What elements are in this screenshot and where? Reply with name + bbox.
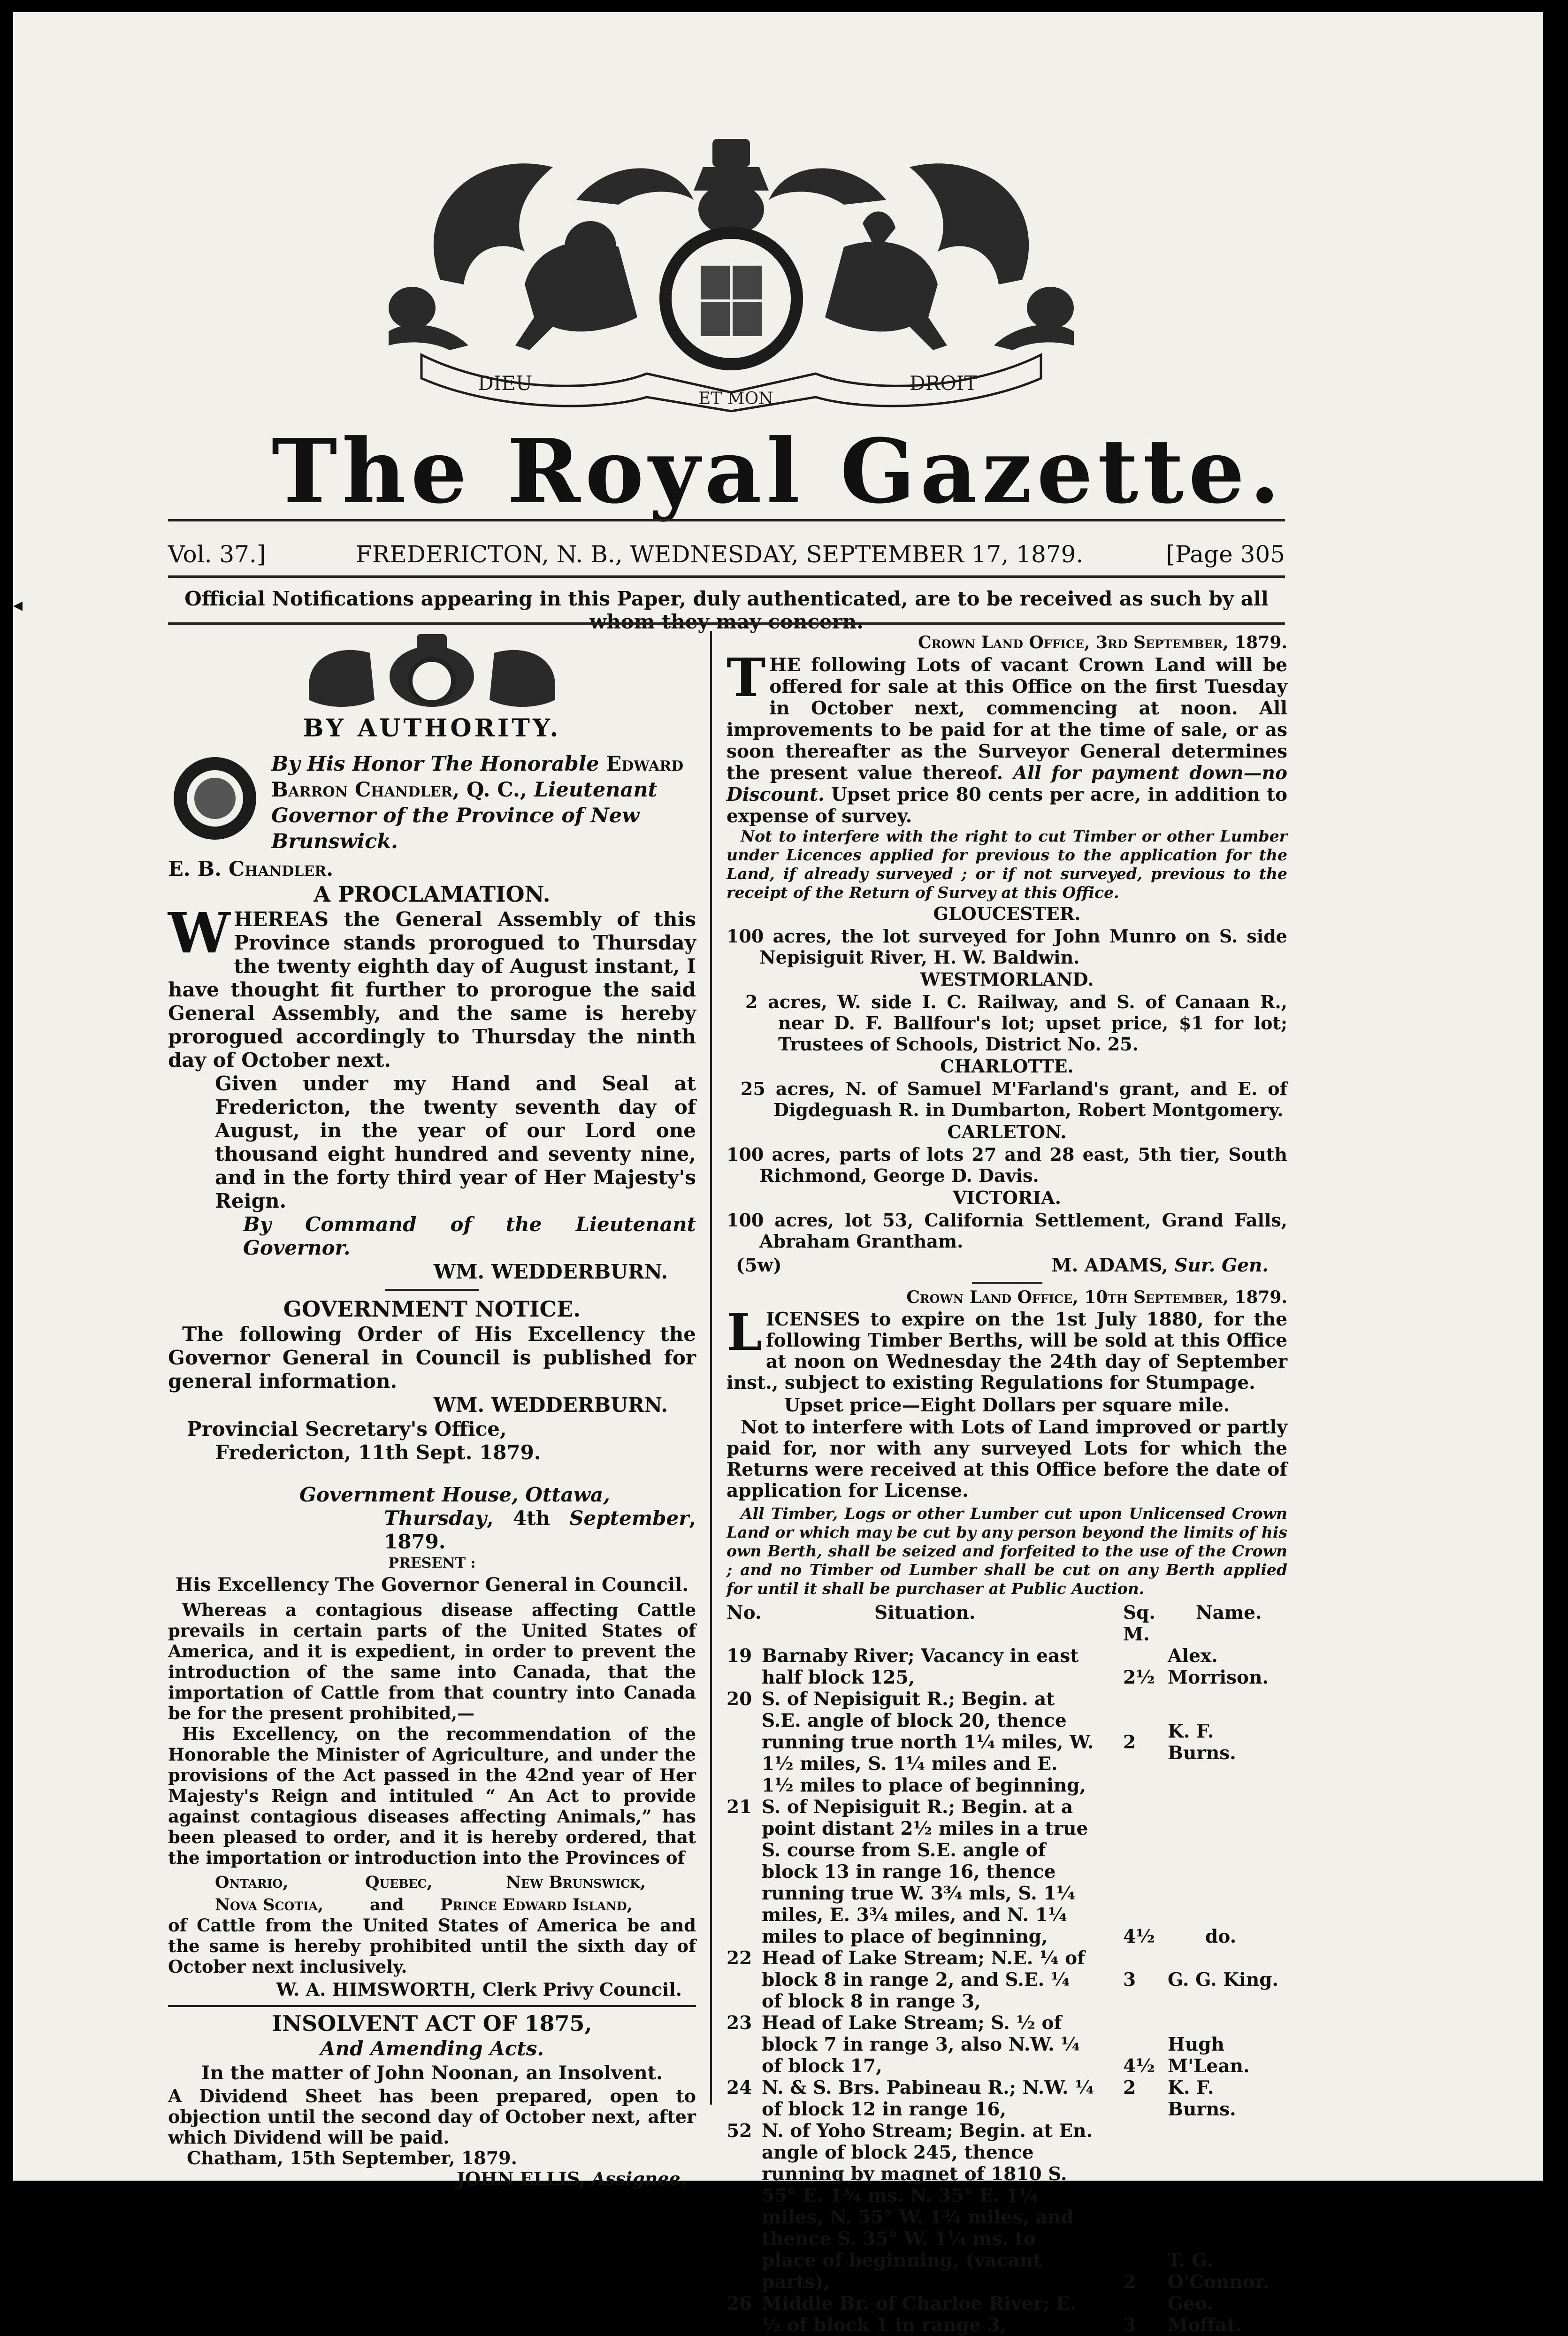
table-row	[727, 1688, 1287, 1796]
order-prohibition: of Cattle from the United States of America be and the same is hereby prohibited until the sixth day of October next inclusively.	[168, 1915, 696, 1977]
table-row	[727, 2077, 1287, 2120]
government-house-location: Government House, Ottawa,	[299, 1483, 610, 1506]
table-row	[727, 2120, 1287, 2293]
insolvent-date: Chatham, 15th September, 1879.	[187, 2147, 517, 2168]
berth-name: do.	[1205, 1926, 1237, 1947]
berth-name: Alex. Morrison.	[1168, 1645, 1269, 1688]
present-council: His Excellency The Governor General in Council.	[175, 1574, 689, 1596]
crown-land-date-2: Crown Land Office, 10th September, 1879.	[906, 1287, 1287, 1307]
by-authority-heading: BY AUTHORITY.	[303, 714, 561, 743]
masthead-rule-bottom	[168, 622, 1285, 625]
table-header-row	[727, 1602, 1287, 1645]
government-notice-body: The following Order of His Excellency the Governor General in Council is published for general information.	[168, 1323, 696, 1393]
dateline	[168, 536, 1285, 573]
proclamation-signed: WM. WEDDERBURN.	[433, 1260, 668, 1283]
berth-number: 19	[727, 1645, 752, 1667]
county-name: CHARLOTTE.	[940, 1056, 1074, 1077]
government-notice-heading: GOVERNMENT NOTICE.	[283, 1296, 581, 1322]
great-seal-icon	[168, 751, 262, 845]
county-lot: 100 acres, parts of lots 27 and 28 east, 5th tier, South Richmond, George D. Davis.	[727, 1144, 1287, 1186]
column-header: No.	[727, 1602, 762, 1624]
berth-name: Geo. Moffat.	[1168, 2293, 1242, 2336]
government-notice-signed: WM. WEDDERBURN.	[433, 1394, 668, 1417]
column-header: Situation.	[874, 1602, 976, 1624]
table-row	[727, 1645, 1287, 1688]
government-notice-date: Fredericton, 11th Sept. 1879.	[215, 1441, 541, 1464]
order-signed: W. A. HIMSWORTH, Clerk Privy Council.	[276, 1979, 682, 2000]
crest-motto-3: DROIT	[910, 372, 978, 395]
section-divider	[385, 1289, 479, 1291]
county-list	[727, 902, 1287, 1252]
lieutenant-governor-block	[168, 751, 696, 855]
county-name: VICTORIA.	[953, 1187, 1061, 1208]
berth-situation: N. & S. Brs. Pabineau R.; N.W. ¼ of block 12 in range 16,	[762, 2077, 1094, 2120]
berth-situation: Head of Lake Stream; S. ½ of block 7 in range 3, also N.W. ¼ of block 17,	[762, 2012, 1080, 2077]
crest-garter: HONI SOIT QUI MAL Y PENSE	[675, 304, 682, 305]
section-divider	[972, 1282, 1042, 1284]
county-lot: 25 acres, N. of Samuel M'Farland's grant, and E. of Digdeguash R. in Dumbarton, Robert Montgomery.	[741, 1078, 1287, 1120]
berth-number: 52	[727, 2120, 752, 2142]
margin-mark-icon: ◂	[13, 594, 23, 616]
insolvent-act-heading: INSOLVENT ACT OF 1875,	[272, 2011, 592, 2036]
page-number: [Page 305	[1166, 541, 1285, 568]
proclamation-signature: E. B. Chandler.	[168, 858, 334, 881]
county-name: CARLETON.	[947, 1121, 1067, 1142]
berth-sq-miles: 4½	[1123, 2055, 1155, 2077]
newspaper-title: The Royal Gazette.	[271, 420, 1285, 523]
volume-number: Vol. 37.]	[168, 541, 266, 568]
crest-motto-2: ET MON	[698, 389, 773, 408]
gazette-page	[13, 12, 1543, 2336]
insolvent-matter: In the matter of John Noonan, an Insolvent.	[201, 2062, 663, 2084]
berth-sq-miles: 2½	[1123, 1667, 1155, 1688]
government-notice-office: Provincial Secretary's Office,	[187, 1417, 507, 1440]
insolvent-act-subheading: And Amending Acts.	[320, 2037, 544, 2060]
berth-name: T. G. O'Connor.	[1168, 2250, 1270, 2293]
government-house-date: Thursday, 4th September, 1879.	[384, 1507, 696, 1553]
crest-motto-1: DIEU	[478, 372, 533, 395]
table-row	[727, 1947, 1287, 2012]
berth-number: 24	[727, 2077, 752, 2099]
table-row	[727, 2012, 1287, 2077]
small-coat-of-arms-icon	[168, 629, 696, 714]
issue-date: FREDERICTON, N. B., WEDNESDAY, SEPTEMBER 17, 1879.	[356, 541, 1084, 568]
provinces-list: Ontario, Quebec, New Brunswick, Nova Scotia, and Prince Edward Island,	[215, 1873, 646, 1915]
berth-number: 23	[727, 2012, 752, 2034]
berth-situation: N. of Yoho Stream; Begin. at En. angle of block 245, thence running by magnet of 1810 S. 55° E. 1¾ ms. N. 35° E. 1¼ miles, N. 55° W. 1¾ miles, and thence S. 35° W. 1¼ ms. to place of beginning, (vacant parts),	[762, 2120, 1093, 2293]
crown-land-body-2: LICENSES to expire on the 1st July 1880, for the following Timber Berths, will be sold at this Office at noon on Wednesday the 24th day of September inst., subject to existing Regulations for Stumpage.	[727, 1303, 1287, 1394]
berth-sq-miles: 2	[1123, 1731, 1136, 1753]
order-recommendation: His Excellency, on the recommendation of the Honorable the Minister of Agriculture, and under the provisions of the Act passed in the 42nd year of Her Majesty's Reign and intituled “ An Act to provide against contagious diseases affecting Animals,” has been pleased to order, and it is hereby ordered, that the importation or introduction into the Provinces of	[168, 1723, 696, 1868]
berth-sq-miles: 2	[1123, 2077, 1136, 2099]
berth-name: K. F. Burns.	[1168, 1721, 1236, 1764]
county-name: GLOUCESTER.	[933, 903, 1081, 924]
county-lot: 100 acres, the lot surveyed for John Munro on S. side Nepisiguit River, H. W. Baldwin.	[727, 926, 1287, 968]
column-header: Sq. M.	[1123, 1602, 1156, 1645]
royal-coat-of-arms-icon	[356, 130, 1107, 411]
surveyor-general-signature: M. ADAMS, Sur. Gen.	[1051, 1255, 1269, 1276]
column-header: Name.	[1196, 1602, 1262, 1624]
county-name: WESTMORLAND.	[920, 969, 1094, 990]
table-row	[727, 1796, 1287, 1947]
table-row	[727, 2293, 1287, 2336]
upset-price: Upset price—Eight Dollars per square mile.	[784, 1394, 1230, 1416]
left-column	[168, 629, 696, 2189]
timber-berths-table	[727, 1602, 1287, 2336]
crown-land-body-1: THE following Lots of vacant Crown Land will be offered for sale at this Office on the first Tuesday in October next, commencing at noon. All improvements to be paid for at the time of sale, or as soon thereafter as the Surveyor General determines the present value thereof. All for payment down—no Discount. Upset price 80 cents per acre, in addition to expense of survey.	[727, 647, 1287, 827]
insolvent-signed: JOHN ELLIS, Assignee.	[456, 2168, 687, 2189]
berth-situation: Middle Br. of Charloe River; E. ½ of block 1 in range 3,	[762, 2293, 1077, 2336]
county-lot: 2 acres, W. side I. C. Railway, and S. of Canaan R., near D. F. Ballfour's lot; upset price, $1 for lot; Trustees of Schools, District No. 25.	[745, 991, 1287, 1055]
crown-land-date-1: Crown Land Office, 3rd September, 1879.	[918, 633, 1287, 652]
berth-sq-miles: 2	[1123, 2271, 1136, 2293]
berth-name: G. G. King.	[1168, 1969, 1279, 1991]
proclamation-heading: A PROCLAMATION.	[314, 881, 551, 907]
dividend-sheet-body: A Dividend Sheet has been prepared, open to objection until the second day of October next, after which Dividend will be paid.	[168, 2085, 696, 2148]
crown-land-note-1: Not to interfere with the right to cut Timber or other Lumber under Licences applied for previous to the application for the Land, if already surveyed ; or if not surveyed, previous to the receipt of the Return of Survey at this Office.	[727, 827, 1287, 902]
berth-number: 26	[727, 2293, 752, 2314]
berth-sq-miles: 3	[1123, 1969, 1136, 1991]
berth-situation: S. of Nepisiguit R.; Begin. at a point distant 2½ miles in a true S. course from S.E. angle of block 13 in range 16, thence running true W. 3¾ mls, S. 1¼ miles, E. 3¾ miles, and N. 1¼ miles to place of beginning,	[762, 1796, 1088, 1947]
right-column	[727, 631, 1287, 2336]
crown-land-body-2b: Not to interfere with Lots of Land improved or partly paid for, nor with any surveyed Lots for which the Returns were received at this Office before the date of application for License.	[727, 1417, 1287, 1501]
berth-name: Hugh M'Lean.	[1168, 2034, 1250, 2077]
berth-number: 21	[727, 1796, 752, 1818]
berth-number: 20	[727, 1688, 752, 1710]
lieutenant-governor-title: By His Honor The Honorable Edward Barron Chandler, Q. C., Lieutenant Governor of the Province of New Brunswick.	[271, 752, 684, 853]
berth-situation: Barnaby River; Vacancy in east half block 125,	[762, 1645, 1079, 1688]
masthead-rule-mid	[168, 575, 1285, 578]
crown-land-signoff-1	[727, 1252, 1287, 1278]
crown-land-note-2: All Timber, Logs or other Lumber cut upon Unlicensed Crown Land or which may be cut by any person beyond the limits of his own Berth, shall be seized and forfeited to the use of the Crown ; and no Timber od Lumber shall be cut on any Berth applied for until it shall be purchaser at Public Auction.	[727, 1504, 1287, 1598]
advert-code: (5w)	[736, 1255, 782, 1276]
county-lot: 100 acres, lot 53, California Settlement, Grand Falls, Abraham Grantham.	[727, 1210, 1287, 1252]
official-notice: Official Notifications appearing in this Paper, duly authenticated, are to be received as such by all whom they may concern.	[184, 587, 1269, 633]
berth-name: K. F. Burns.	[1168, 2077, 1236, 2120]
order-whereas: Whereas a contagious disease affecting Cattle prevails in certain parts of the United States of America, and it is expedient, in order to prevent the introduction of the same into Canada, that the importation of Cattle from that country into Canada be for the present prohibited,—	[168, 1600, 696, 1723]
berth-sq-miles: 3	[1123, 2314, 1136, 2336]
masthead-rule-top	[168, 519, 1285, 521]
proclamation-given: Given under my Hand and Seal at Fredericton, the twenty seventh day of August, in the year of our Lord one thousand eight hundred and seventy nine, and in the forty third year of Her Majesty's Reign.	[215, 1072, 696, 1212]
present-label: PRESENT :	[388, 1555, 476, 1571]
berth-sq-miles: 4½	[1123, 1926, 1155, 1947]
proclamation-body: WHEREAS the General Assembly of this Province stands prorogued to Thursday the twenty eighth day of August instant, I have thought fit further to prorogue the said General Assembly, and the same is hereby prorogued accordingly to Thursday the ninth day of October next.	[168, 900, 696, 1072]
section-divider-full	[168, 2005, 696, 2007]
proclamation-command: By Command of the Lieutenant Governor.	[243, 1213, 696, 1259]
berth-situation: S. of Nepisiguit R.; Begin. at S.E. angle of block 20, thence running true north 1¼ miles, W. 1½ miles, S. 1¼ miles and E. 1½ miles to place of beginning,	[762, 1688, 1094, 1796]
column-rule	[710, 631, 712, 2105]
berth-number: 22	[727, 1947, 752, 1969]
berth-situation: Head of Lake Stream; N.E. ¼ of block 8 in range 2, and S.E. ¼ of block 8 in range 3,	[762, 1947, 1085, 2012]
